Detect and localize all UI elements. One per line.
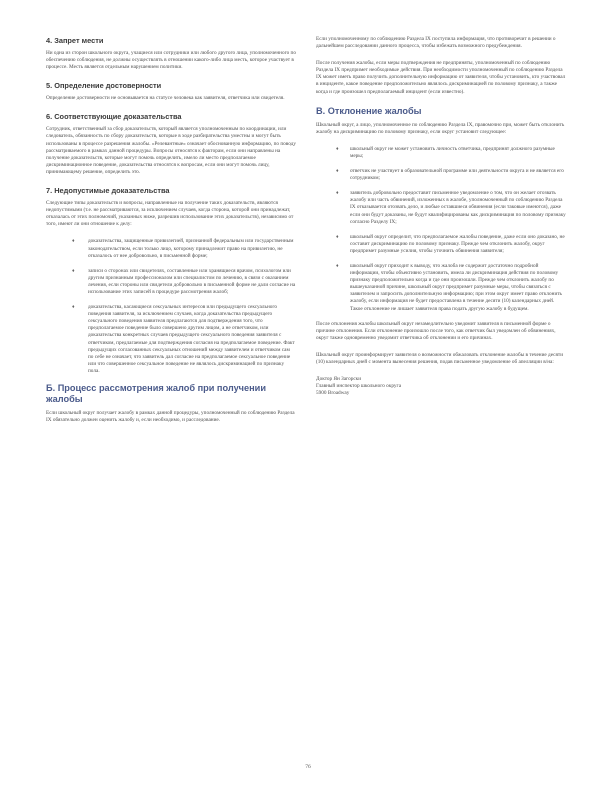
list-item: ♦ доказательства, защищенные привилегией, признанной федеральным или государственным законодательством, если только лицо, которому принадлежит право на привилегию, не отказалось от нее добровольно, в письменной форме; [72, 238, 294, 259]
section-7-intro: Следующие типы доказательств и вопросы, направленные на получение таких доказательств, являются недопустимыми (т.е. не рассматриваются, за исключением случаев, когда сторона, которой они принадлежат, отказалась от этих полномочий, указанных ниже, разрешив использование этих доказательств), независимо от того, имеют ли они отношение к делу: [46, 200, 294, 228]
right-paragraph-2: После получения жалобы, если меры подтверждения не предприняты, уполномоченный по соблюдению Раздела IX предпримет необходимые действия. При необходимости уполномоченный по соблюдению Раздела IX может иметь право получить дополнительную информацию от заявителя, чтобы установить, кто участвовал в инциденте, какое поведение предположительно являлось дискриминацией по половому признаку, а также когда и где произошел предполагаемый инцидент (если известно). [316, 60, 566, 95]
bullet-icon: ♦ [336, 263, 339, 269]
section-6-text: Сотрудник, ответственный за сбор доказательств, который является уполномоченным по координации, или следователь, обязанность по сбору доказательств, которые в ходе разбирательства уместны и могут быть использованы в процессе разрешения жалобы. «Релевантные» означает обоснованную информацию, по поводу рассматриваемого в рамках данной процедуры. Вопросы относятся к факторам, если они направлены на получение доказательств, которые могут помочь определить, имело ли место предполагаемое дискриминационное поведение, доказательства относятся к вопросам, если они могут помочь лицу, принимающему решение, определить это. [46, 126, 296, 175]
section-v-heading: В. Отклонение жалобы [316, 105, 422, 116]
bullet-icon: ♦ [336, 169, 339, 175]
section-v-intro: Школьный округ, а лицо, уполномоченное по соблюдению Раздела IX, правомочно при, может быть отклонить жалобу на дискриминацию по половому признаку, если округ установит следующее: [316, 121, 565, 135]
list-item: ♦ школьный округ определит, что предполагаемое жалобы поведение, даже если оно доказано, не составит дискриминацию по половому признаку. Прежде чем отклонить жалобу, округ предпримет разумные усилия, чтобы уточнить обвинения заявителя; [336, 233, 565, 254]
bullet-icon: ♦ [336, 146, 339, 152]
right-paragraph-4: Школьный округ проинформирует заявителя о возможности обжаловать отклонение жалобы в течение десяти (10) календарных дней с момента вынесения решения, подав письменное уведомление об апелляции в/на: [316, 351, 564, 365]
section-4-text: Ни одна из сторон школьного округа, учащиеся или сотрудники или любого другого лица, уполномоченного по обеспечению соблюдения, не должны осуществлять в отношении какого-либо лица месть, которое участвует в процессе. Месть является отдельным нарушением политики. [46, 50, 296, 71]
right-paragraph-1: Если уполномоченному по соблюдению Раздела IX поступила информация, что противоречит в решении о дальнейшем расследовании данного процесса, чтобы избежать возможного предубеждения. [316, 36, 556, 50]
list-item: ♦ доказательства, касающиеся сексуальных интересов или предыдущего сексуального поведения заявителя, за исключением случаев, когда доказательства предыдущего сексуального поведения заявителя предлагаются для подтверждения того, что предполагаемое поведение было совершено другим лицом, а не ответчиком, или доказательства конкретных случаев предыдущего сексуального поведения заявителя с ответчиком, предлагаемые для подтверждения согласия на предполагаемое поведение. Факт предыдущих согласованных сексуальных отношений между заявителем и ответчиком сам по себе не означает, что заявитель дал согласие на предполагаемое сексуальное поведение или что совершенное сексуальное поведение не являлось дискриминацией по признаку пола. [72, 304, 295, 374]
right-paragraph-3: После отклонения жалобы школьный округ незамедлительно уведомит заявителя в письменной форме о причине отклонения. Если отклонение произошло после того, как ответчик был уведомлен об обвинениях, округ также одновременно уведомит ответчика об отклонении и его причинах. [316, 320, 556, 341]
right-column [316, 36, 566, 397]
list-item: ♦ школьный округ не может установить личность ответчика, предпринят должного разумные меры; [336, 145, 555, 159]
bullet-icon: ♦ [72, 305, 75, 311]
list-item: ♦ записи о сторонах или свидетелях, составленные или хранящиеся врачом, психологом или другим признанным профессионалом или специалистом по лечению, в связи с оказанием лечения, если стороны или свидетели добровольно в письменной форме не дали согласие на использование этих записей в процедуре рассмотрения жалоб; [72, 267, 296, 295]
section-b-text: Если школьный округ получает жалобу в рамках данной процедуры, уполномоченный по соблюдению Раздела IX обязательно должен оценить жалобу и, если необходимо, и расследование. [46, 410, 295, 424]
section-6-heading: 6. Соответствующие доказательства [46, 112, 182, 122]
section-v-list [316, 146, 566, 313]
section-5-heading: 5. Определение достоверности [46, 81, 162, 91]
list-item: ♦ заявитель добровольно предоставит письменное уведомление о том, что он желает отозвать жалобу или часть обвинений, изложенных в жалобе, уполномоченный по соблюдению Раздела IX отказывается отозвать дело, и любые оставшиеся обвинения (если таковые имеются), даже если они будут доказаны, не будут квалифицированы как дискриминация по половому признаку согласно Разделу IX; [336, 190, 566, 225]
section-5-text: Определение достоверности не основывается на статусе человека как заявителя, ответчика или свидетеля. [46, 95, 285, 102]
section-b-heading: Б. Процесс рассмотрения жалоб при получении жалобы [46, 383, 266, 404]
section-7-list [46, 238, 296, 375]
bullet-icon: ♦ [336, 191, 339, 197]
section-4-heading: 4. Запрет мести [46, 36, 104, 45]
page-number: 76 [305, 764, 311, 770]
bullet-icon: ♦ [72, 239, 75, 245]
signature-title: Главный инспектор школьного округа [316, 383, 402, 390]
bullet-icon: ♦ [336, 234, 339, 240]
list-item: ♦ ответчик не участвует в образовательной программе или деятельности округа и не является его сотрудником; [336, 168, 564, 182]
bullet-icon: ♦ [72, 268, 75, 274]
section-7-heading: 7. Недопустимые доказательства [46, 186, 170, 196]
list-item: ♦ школьный округ приходит к выводу, что жалоба не содержит достаточно подробной информации, чтобы объективно установить, имела ли дискриминация действия по половому признаку предположительно когда и где они произошли. Прежде чем отклонить жалобу по вышеуказанной причине, школьный округ предпримет разумные меры, чтобы связаться с заявителем и запросить дополнительную информацию; при этом округ имеет право отклонить жалобу, если информация не будет предоставлена в течение десяти (10) календарных дней. Такое отклонение не лишает заявителя права подать другую жалобу в будущем. [336, 262, 562, 312]
left-column [46, 36, 296, 434]
signature-address: 5900 Broadway [316, 390, 350, 397]
signature-name: Доктор Ян Загорски [316, 376, 362, 383]
